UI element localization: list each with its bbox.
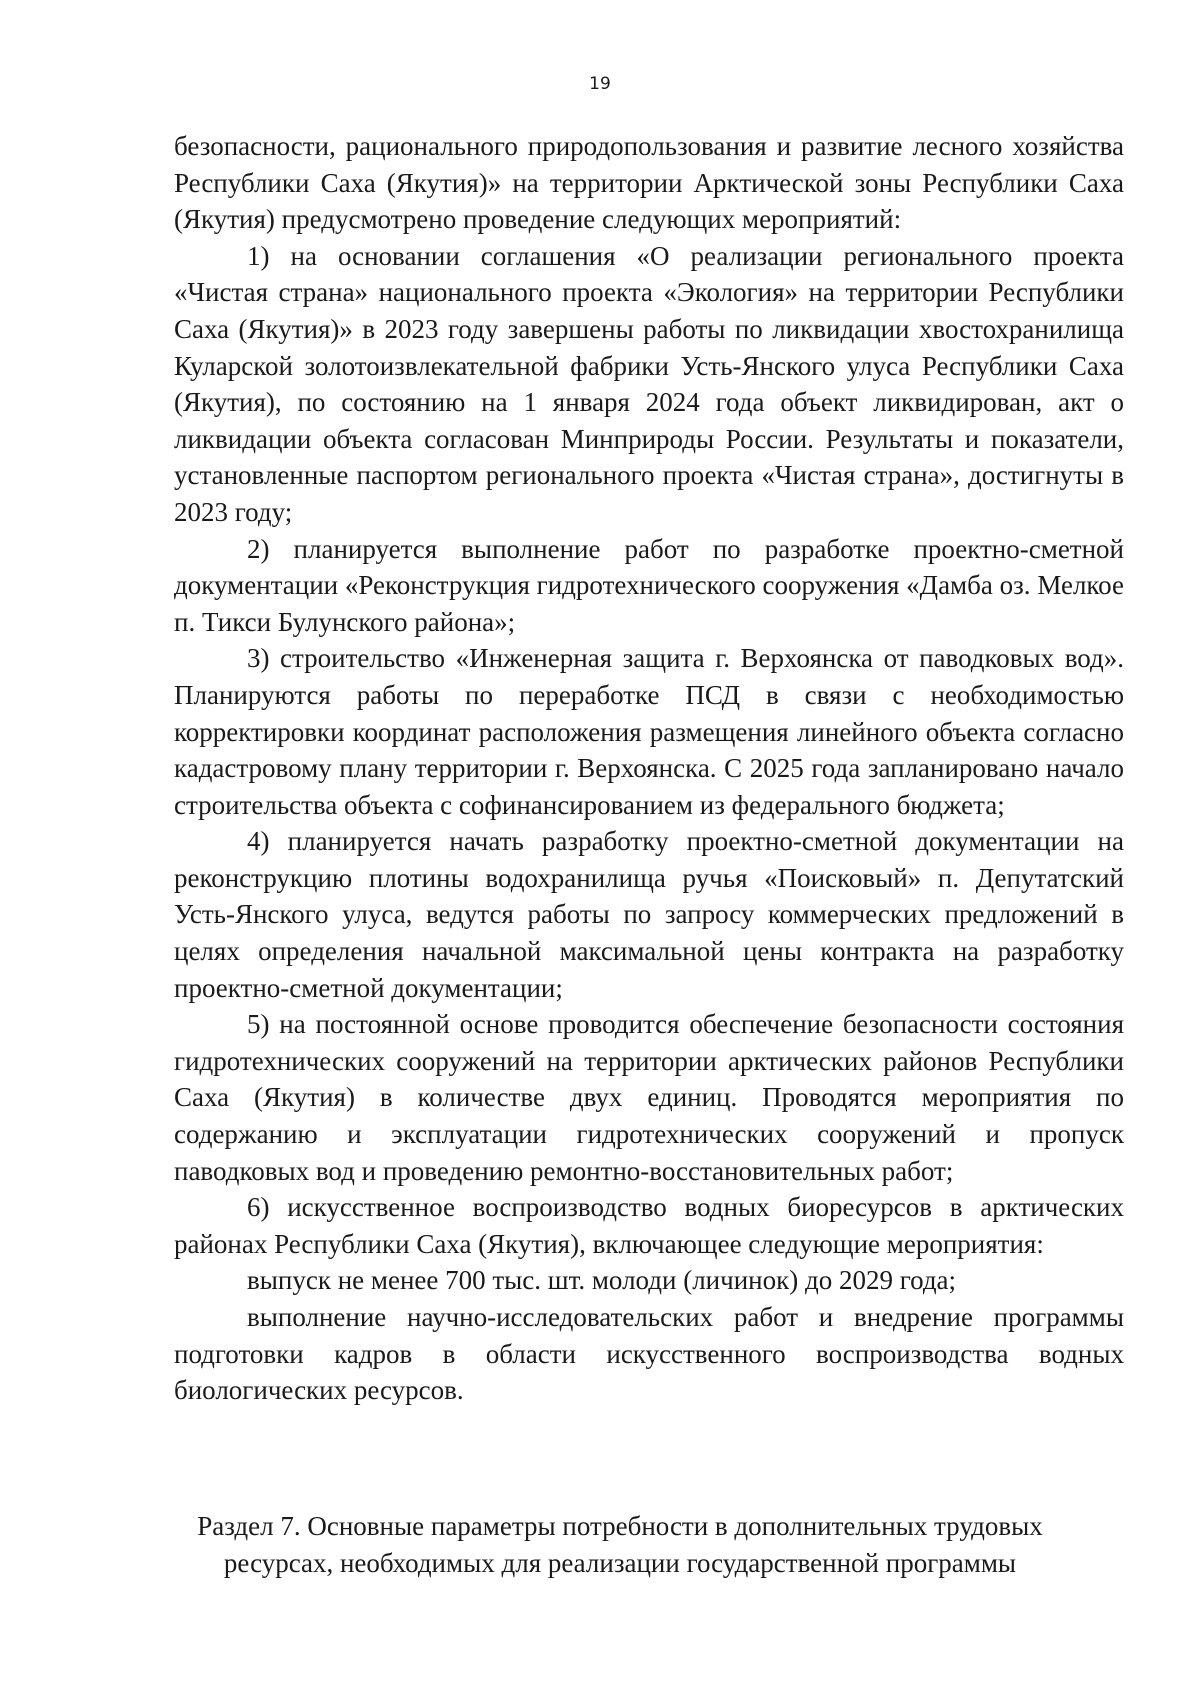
paragraph-item-5: 5) на постоянной основе проводится обеспечение безопасности состояния гидротехнических сооружений на территории арктических районов Республики Саха (Якутия) в количестве двух единиц. Проводятся мероприятия по содержанию и эксплуатации гидротехнических сооружений и пропуск паводковых вод и проведению ремонтно-восстановительных работ; (174, 1009, 1124, 1186)
paragraph-item-2: 2) планируется выполнение работ по разработке проектно-сметной документации «Реконструкция гидротехнического сооружения «Дамба оз. Мелкое п. Тикси Булунского района»; (174, 533, 1124, 637)
paragraph-item-4: 4) планируется начать разработку проектно-сметной документации на реконструкцию плотины водохранилища ручья «Поисковый» п. Депутатский Усть-Янского улуса, ведутся работы по запросу коммерческих предложений в целях определения начальной максимальной цены контракта на разработку проектно-сметной документации; (174, 826, 1124, 1003)
paragraph-item-3: 3) строительство «Инженерная защита г. Верхоянска от паводковых вод». Планируются работы по переработке ПСД в связи с необходимостью корректировки координат расположения размещения линейного объекта согласно кадастровому плану территории г. Верхоянска. С 2025 года запланировано начало строительства объекта с софинансированием из федерального бюджета; (174, 643, 1124, 820)
section-heading-line-1: Раздел 7. Основные параметры потребности в дополнительных трудовых (197, 1511, 1043, 1541)
paragraph-intro-continuation: безопасности, рационального природопользования и развитие лесного хозяйства Республики Саха (Якутия)» на территории Арктической зоны Республики Саха (Якутия) предусмотрено проведение следующих мероприятий: (174, 131, 1124, 235)
body-text (174, 128, 1124, 1409)
paragraph-item-6-release: выпуск не менее 700 тыс. шт. молоди (личинок) до 2029 года; (247, 1265, 957, 1296)
section-heading-line-2: ресурсах, необходимых для реализации государственной программы (223, 1547, 1017, 1578)
paragraph-item-1: 1) на основании соглашения «О реализации регионального проекта «Чистая страна» национального проекта «Экология» на территории Республики Саха (Якутия)» в 2023 году завершены работы по ликвидации хвостохранилища Куларской золотоизвлекательной фабрики Усть-Янского улуса Республики Саха (Якутия), по состоянию на 1 января 2024 года объект ликвидирован, акт о ликвидации объекта согласован Минприроды России. Результаты и показатели, установленные паспортом регионального проекта «Чистая страна», достигнуты в 2023 году; (174, 240, 1124, 527)
page-number: 19 (589, 74, 611, 94)
paragraph-item-6: 6) искусственное воспроизводство водных биоресурсов в арктических районах Республики Саха (Якутия), включающее следующие мероприятия: (174, 1192, 1124, 1259)
section-heading (150, 1508, 1090, 1581)
paragraph-item-6-research: выполнение научно-исследовательских работ и внедрение программы подготовки кадров в области искусственного воспроизводства водных биологических ресурсов. (174, 1302, 1124, 1406)
